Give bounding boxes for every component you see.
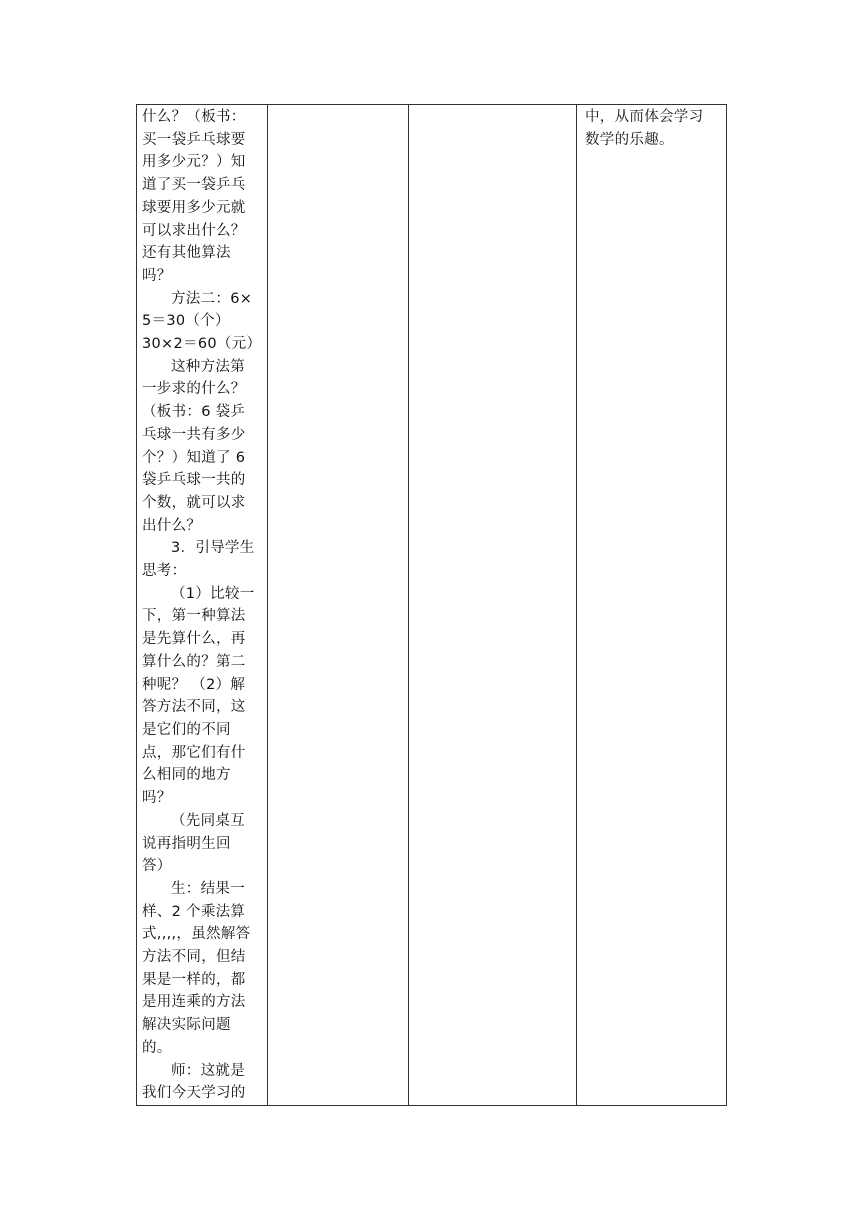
text-line: 个数，就可以求 — [142, 494, 246, 511]
text-line: 个？）知道了 6 — [142, 449, 246, 466]
text-line: （先同桌互 — [171, 812, 245, 829]
text-line: 答方法不同，这 — [142, 699, 246, 716]
text-line: 解决实际问题 — [142, 1017, 231, 1034]
text-line: 种呢？ （2）解 — [142, 676, 246, 693]
text-line: 出什么？ — [142, 517, 202, 534]
text-line: 是用连乘的方法 — [142, 994, 246, 1011]
table-cell-teaching-process — [137, 105, 268, 1106]
text-line: 还有其他算法 — [142, 245, 231, 262]
text-line: 样、2 个乘法算 — [142, 903, 246, 920]
text-line: 说再指明生回 — [142, 835, 231, 852]
text-line: 我们今天学习的 — [142, 1085, 246, 1102]
text-line: 点，那它们有什 — [142, 744, 246, 761]
text-line: 方法不同，但结 — [142, 949, 246, 966]
text-line: 算什么的？第二 — [142, 653, 246, 670]
text-line: 5＝30（个） — [142, 313, 230, 330]
text-line: 式,,,,，虽然解答 — [142, 926, 251, 943]
text-line: 中，从而体会学习 — [585, 109, 704, 125]
text-line: 一步求的什么？ — [142, 381, 246, 398]
text-line: 袋乒乓球一共的 — [142, 472, 246, 489]
text-line: 乓球一共有多少 — [142, 426, 246, 443]
table-cell-empty-3 — [409, 105, 577, 1106]
table-cell-empty-2 — [268, 105, 409, 1106]
table-cell-design-intent — [577, 105, 727, 1106]
text-line: 吗？ — [142, 267, 172, 284]
text-line: 道了买一袋乒乓 — [142, 177, 246, 194]
text-line: 可以求出什么？ — [142, 222, 246, 239]
text-line: 什么？（板书： — [142, 109, 246, 125]
text-line: 答） — [142, 858, 172, 875]
text-line: 的。 — [142, 1039, 172, 1056]
text-line: 吗？ — [142, 790, 172, 807]
text-line: 球要用多少元就 — [142, 199, 246, 216]
text-line: 师：这就是 — [171, 1062, 245, 1079]
text-line: 生：结果一 — [171, 880, 245, 897]
text-line: 果是一样的，都 — [142, 971, 246, 988]
text-line: 数学的乐趣。 — [585, 131, 674, 148]
text-line: （板书：6 袋乒 — [142, 404, 246, 421]
text-line: 买一袋乒乓球要 — [142, 131, 246, 148]
cell-text-design-intent — [577, 105, 726, 151]
text-line: 是它们的不同 — [142, 721, 231, 738]
lesson-plan-table — [136, 104, 727, 1106]
text-line: 么相同的地方 — [142, 767, 231, 784]
text-line: 方法二：6× — [171, 290, 253, 307]
cell-text-teaching-process — [137, 105, 267, 1105]
text-line: 用多少元？）知 — [142, 154, 246, 171]
text-line: 是先算什么，再 — [142, 631, 246, 648]
text-line: （1）比较一 — [171, 585, 255, 602]
text-line: 3．引导学生 — [171, 540, 255, 557]
text-line: 30×2＝60（元） — [142, 336, 262, 353]
text-line: 下，第一种算法 — [142, 608, 246, 625]
table-row — [137, 105, 727, 1106]
text-line: 这种方法第 — [171, 358, 245, 375]
text-line: 思考： — [142, 563, 187, 580]
